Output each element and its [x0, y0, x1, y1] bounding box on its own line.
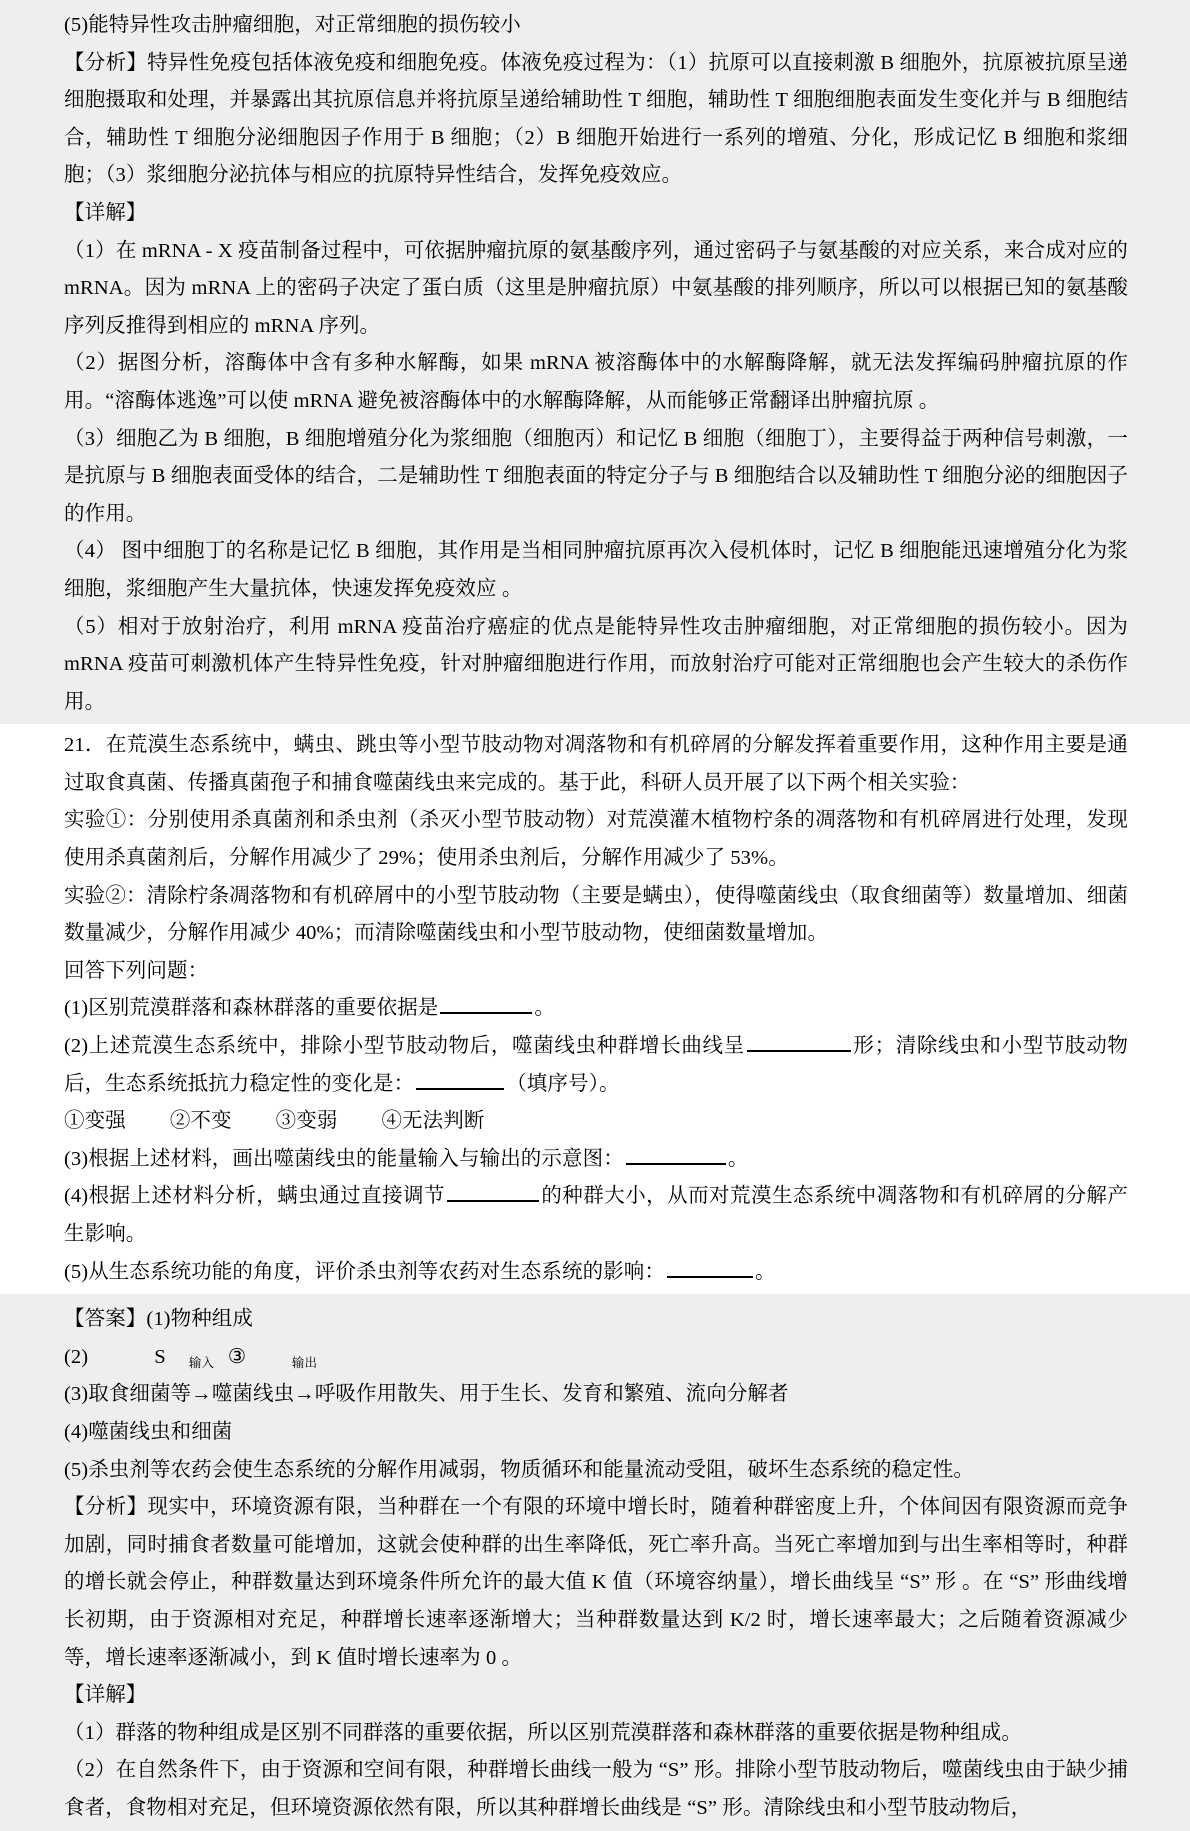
q20-detail-4: （4） 图中细胞丁的名称是记忆 B 细胞，其作用是当相同肿瘤抗原再次入侵机体时，记忆 B 细胞能迅速增殖分化为浆细胞，浆细胞产生大量抗体，快速发挥免疫效应 。: [64, 540, 1128, 600]
q21-sub3-text-a: (3)根据上述材料，画出噬菌线虫的能量输入与输出的示意图：: [64, 1147, 624, 1170]
q21-sub-3: [64, 1141, 1128, 1179]
q21-answer-2: [64, 1339, 1128, 1377]
q21-answer-prompt: 回答下列问题：: [64, 959, 209, 982]
answer-block-q20: [0, 0, 1190, 724]
q21-answer-1-text: (1)物种组成: [146, 1308, 254, 1331]
q21-sub1-text-b: 。: [534, 997, 556, 1020]
q20-detail-1: （1）在 mRNA - X 疫苗制备过程中，可依据肿瘤抗原的氨基酸序列，通过密码子与氨基酸的对应关系，来合成对应的 mRNA。因为 mRNA 上的密码子决定了蛋白质（这里是肿瘤抗原）中氨基酸的排列顺序，所以可以根据已知的氨基酸序列反推得到相应的 mRNA 序列。: [64, 239, 1134, 337]
q21-analysis: 【分析】现实中，环境资源有限，当种群在一个有限的环境中增长时，随着种群密度上升，个体间因有限资源而竞争加剧，同时捕食者数量可能增加，这就会使种群的出生率降低，死亡率升高。当死亡率增加到与出生率相等时，种群的增长就会停止，种群数量达到环境条件所允许的最大值 K 值（环境容纳量），增长曲线呈 “S” 形 。在 “S” 形曲线增长初期，由于资源相对充足，种群增长速率逐渐增大；当种群数量达到 K/2 时，增长速率最大；之后随着资源减少等，增长速率逐渐减小，到 K 值时增长速率为 0 。: [64, 1496, 1128, 1669]
q21-detail-1: （1）群落的物种组成是区别不同群落的重要依据，所以区别荒漠群落和森林群落的重要依据是物种组成。: [64, 1721, 1022, 1744]
q21-sub2-text-b: 形；清除线虫和小型节肢动物后，生态系统抵抗力稳定性的变化是：: [64, 1035, 1128, 1095]
q20-analysis: 【分析】特异性免疫包括体液免疫和细胞免疫。体液免疫过程为：（1）抗原可以直接刺激 B 细胞外，抗原被抗原呈递细胞摄取和处理，并暴露出其抗原信息并将抗原呈递给辅助性 T 细胞，辅助性 T 细胞细胞表面发生变化并与 B 细胞结合，辅助性 T 细胞分泌细胞因子作用于 B 细胞；（2）B 细胞开始进行一系列的增殖、分化，形成记忆 B 细胞和浆细胞；（3）浆细胞分泌抗体与相应的抗原特异性结合，发挥免疫效应。: [64, 51, 1128, 187]
q21-answer-2-option: ③: [227, 1345, 247, 1368]
q21-sub2-text-c: （填序号）。: [506, 1072, 620, 1095]
q20-detail-2: （2）据图分析，溶酶体中含有多种水解酶，如果 mRNA 被溶酶体中的水解酶降解，就无法发挥编码肿瘤抗原的作用。“溶酶体逃逸”可以使 mRNA 避免被溶酶体中的水解酶降解，从而能够正常翻译出肿瘤抗原 。: [64, 352, 1128, 412]
q21-detail-label: 【详解】: [64, 1684, 147, 1707]
q21-answer-2-prefix: (2): [64, 1345, 89, 1368]
q21-sub-1: [64, 990, 1128, 1028]
q20-detail-label: 【详解】: [64, 201, 147, 224]
q21-sub4-text-b: 的种群大小，从而对荒漠生态系统中凋落物和有机碎屑的分解产生影响。: [64, 1185, 1128, 1245]
q21-sub5-text-b: 。: [755, 1260, 776, 1283]
q21-blank-2b[interactable]: [416, 1067, 504, 1090]
q21-sub5-text-a: (5)从生态系统功能的角度，评价杀虫剂等农药对生态系统的影响：: [64, 1260, 666, 1283]
q21-answer-3: [64, 1356, 1128, 1414]
arrow-glyph-1: →: [191, 1383, 212, 1406]
q20-detail-3: （3）细胞乙为 B 细胞，B 细胞增殖分化为浆细胞（细胞丙）和记忆 B 细胞（细胞丁），主要得益于两种信号刺激，一是抗原与 B 细胞表面受体的结合，二是辅助性 T 细胞表面的特定分子与 B 细胞结合以及辅助性 T 细胞分泌的细胞因子的作用。: [64, 427, 1128, 525]
q21-sub-5: [64, 1254, 1128, 1292]
q21-answer-3-mid: 噬菌线虫: [211, 1383, 295, 1406]
q21-blank-3[interactable]: [626, 1142, 726, 1165]
q21-sub4-text-a: (4)根据上述材料分析，螨虫通过直接调节: [64, 1185, 445, 1208]
q21-stem: 21．在荒漠生态系统中，螨虫、跳虫等小型节肢动物对凋落物和有机碎屑的分解发挥着重要作用，这种作用主要是通过取食真菌、传播真菌孢子和捕食噬菌线虫来完成的。基于此，科研人员开展了以下两个相关实验：: [64, 734, 1128, 794]
q21-answer-1: [64, 1301, 1128, 1339]
q21-sub2-text-a: (2)上述荒漠生态系统中，排除小型节肢动物后，噬菌线虫种群增长曲线呈: [64, 1035, 745, 1058]
q20-answer-5: (5)能特异性攻击肿瘤细胞，对正常细胞的损伤较小: [64, 14, 521, 36]
q21-answer-4: (4)噬菌线虫和细菌: [64, 1420, 233, 1443]
energy-output-label: 输出: [291, 1356, 318, 1371]
question-block-21: [0, 724, 1190, 1294]
q21-option-1[interactable]: ①变强: [64, 1110, 126, 1133]
q21-blank-1[interactable]: [440, 992, 532, 1015]
q21-experiment-2: 实验②：清除柠条凋落物和有机碎屑中的小型节肢动物（主要是螨虫），使得噬菌线虫（取食细菌等）数量增加、细菌数量减少，分解作用减少 40%；而清除噬菌线虫和小型节肢动物，使细菌数量增加。: [64, 884, 1128, 945]
energy-input-label: 输入: [188, 1356, 215, 1371]
q21-sub1-text-a: (1)区别荒漠群落和森林群落的重要依据是: [64, 997, 439, 1020]
q21-option-2[interactable]: ②不变: [169, 1110, 232, 1133]
q21-sub-4: [64, 1178, 1128, 1253]
q21-option-4[interactable]: ④无法判断: [381, 1110, 485, 1133]
answer-label: 【答案】: [64, 1308, 147, 1331]
q21-sub3-text-b: 。: [727, 1147, 749, 1170]
q21-options: [64, 1103, 1128, 1141]
energy-output-arrow: [291, 1356, 318, 1414]
q21-option-3[interactable]: ③变弱: [275, 1110, 338, 1133]
q21-experiment-1: 实验①：分别使用杀真菌剂和杀虫剂（杀灭小型节肢动物）对荒漠灌木植物柠条的凋落物和有机碎屑进行处理，发现使用杀真菌剂后，分解作用减少了 29%；使用杀虫剂后，分解作用减少了 53%。: [64, 809, 1128, 870]
arrow-glyph-2: →: [294, 1383, 315, 1406]
q20-detail-5: （5）相对于放射治疗，利用 mRNA 疫苗治疗癌症的优点是能特异性攻击肿瘤细胞，对正常细胞的损伤较小。因为 mRNA 疫苗可刺激机体产生特异性免疫，针对肿瘤细胞进行作用，而放射治疗可能对正常细胞也会产生较大的杀伤作用。: [64, 615, 1134, 713]
q21-sub-2: [64, 1028, 1128, 1103]
q21-blank-4[interactable]: [447, 1180, 539, 1203]
q21-answer-3-tail: 呼吸作用散失、用于生长、发育和繁殖、流向分解者: [314, 1383, 789, 1406]
answer-block-21: [0, 1294, 1190, 1830]
q21-answer-3-prefix: (3)取食细菌等: [64, 1383, 192, 1406]
q21-blank-2a[interactable]: [747, 1029, 851, 1052]
q21-answer-5: (5)杀虫剂等农药会使生态系统的分解作用减弱，物质循环和能量流动受阻，破坏生态系统的稳定性。: [64, 1458, 975, 1481]
q21-blank-5[interactable]: [667, 1255, 753, 1278]
energy-input-arrow: [188, 1356, 215, 1414]
q21-detail-2: （2）在自然条件下，由于资源和空间有限，种群增长曲线一般为 “S” 形。排除小型节肢动物后，噬菌线虫由于缺少捕食者，食物相对充足，但环境资源依然有限，所以其种群增长曲线是 “S” 形。清除线虫和小型节肢动物后，: [64, 1759, 1128, 1819]
q21-answer-2-shape: S: [154, 1345, 166, 1368]
